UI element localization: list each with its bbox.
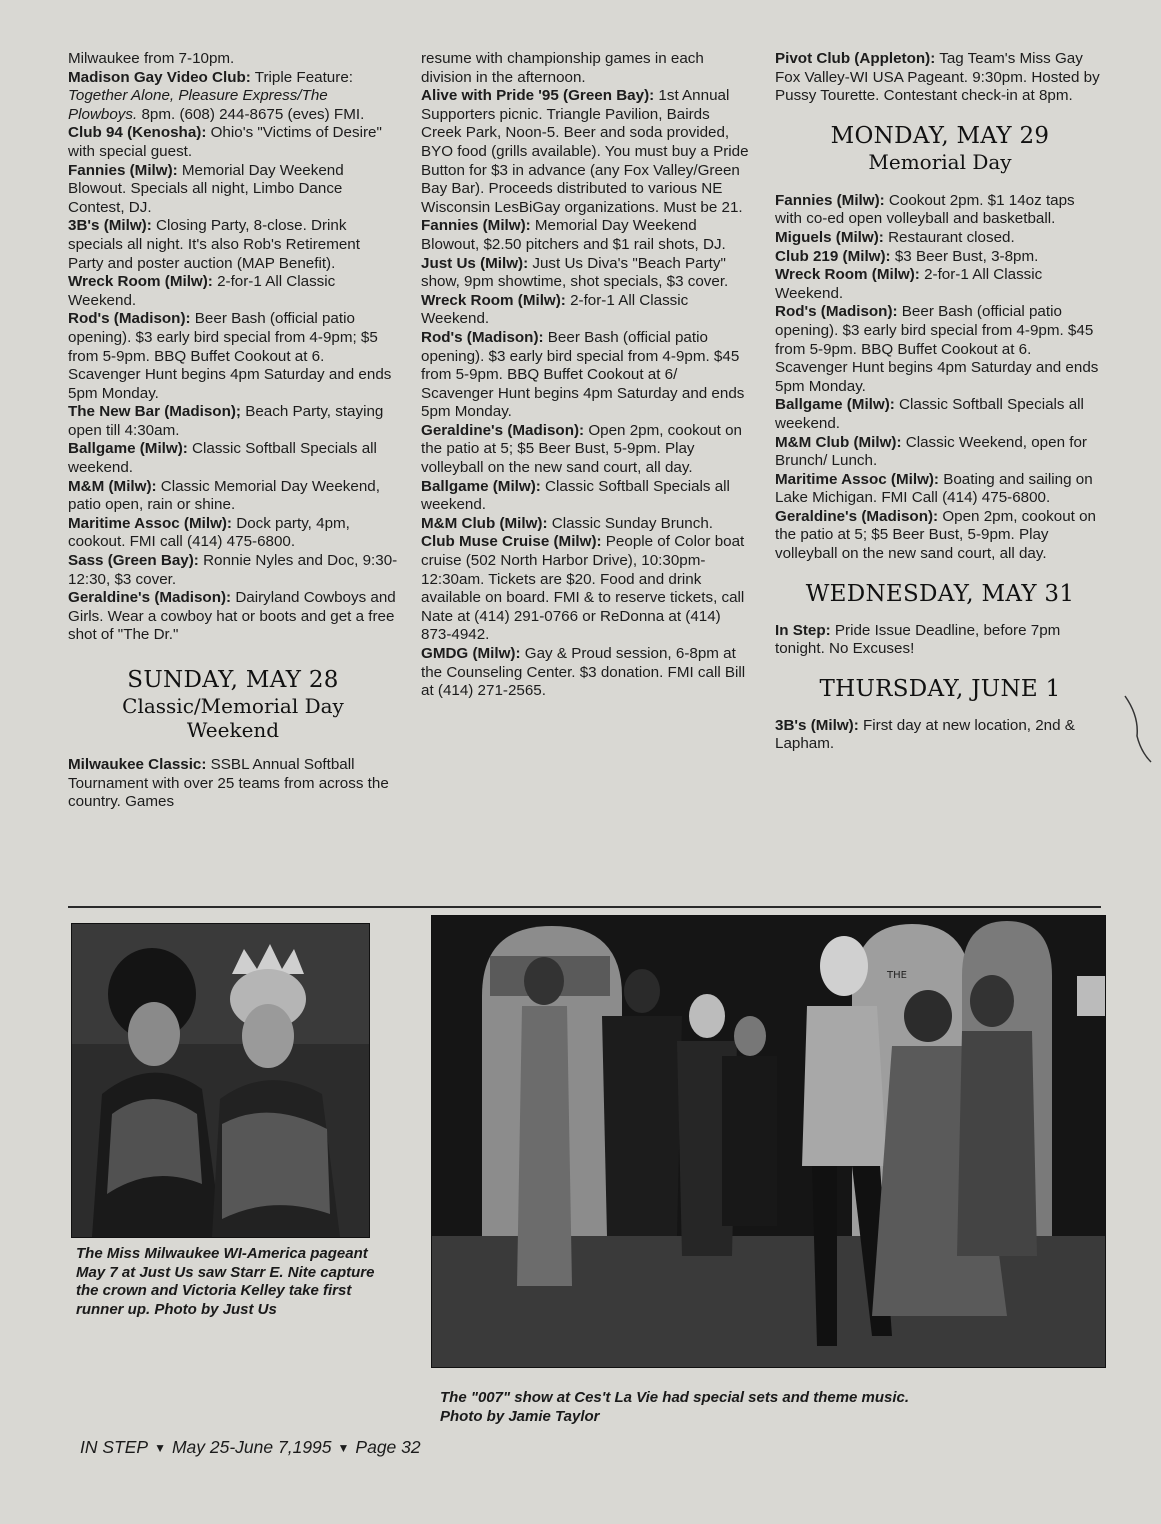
event-list-thursday [775, 717, 1105, 754]
footer-separator: ▼ [154, 1441, 166, 1455]
event-entry [775, 396, 1105, 433]
event-entry [68, 124, 398, 161]
event-entry [68, 69, 398, 125]
event-venue: 3B's (Milw): [68, 217, 152, 235]
event-details: 2-for-1 All Classic Weekend. [775, 266, 1043, 302]
footer-dates: May 25-June 7,1995 [171, 1437, 332, 1457]
event-venue: Maritime Assoc (Milw): [775, 470, 939, 488]
event-details: Cookout 2pm. $1 14oz taps with co-ed open volleyball and basketball. [775, 191, 1075, 228]
event-venue: Ballgame (Milw): [421, 477, 541, 495]
event-venue: M&M Club (Milw): [775, 433, 902, 451]
footer-publication: IN STEP [80, 1437, 149, 1457]
event-details: 2-for-1 All Classic Weekend. [68, 273, 336, 309]
event-details: Beer Bash (official patio opening). $3 early bird special from 4-9pm. $45 from 5-9pm. BBQ Buffet Cookout at 6. Scavenger Hunt begins 4pm Saturday and ends 5pm Monday. [775, 303, 1099, 395]
event-details: Beer Bash (official patio opening). $3 early bird special from 4-9pm. $45 from 5-9pm. BBQ Buffet Cookout at 6/ Scavenger Hunt begins 4pm Saturday and ends 5pm Monday. [421, 328, 745, 421]
event-entry [68, 756, 398, 812]
event-details: Classic Sunday Brunch. [547, 514, 713, 532]
event-entry [421, 87, 751, 217]
event-details: First day at new location, 2nd & Lapham. [775, 716, 1075, 753]
event-details: Classic Softball Specials all weekend. [68, 440, 377, 477]
show-photo-caption-line-1: The "007" show at Ces't La Vie had special sets and theme music. [440, 1389, 910, 1406]
event-venue: Fannies (Milw): [421, 217, 531, 235]
event-entry [775, 192, 1105, 229]
event-details: Classic Softball Specials all weekend. [775, 396, 1084, 432]
day-heading-subtitle-2: Weekend [186, 718, 280, 742]
day-heading-title: MONDAY, MAY 29 [830, 122, 1050, 149]
event-entry [68, 217, 398, 273]
event-details: People of Color boat cruise (502 North Harbor Drive), 10:30pm-12:30am. Tickets are $20. Food and drink available on board. FMI & to reserve tickets, call Nate at (414) 291-0766 or ReDonna at (414) 873-4942. [421, 533, 745, 644]
event-venue: Fannies (Milw): [68, 161, 178, 179]
event-entry [775, 50, 1105, 106]
event-entry [68, 403, 398, 440]
event-details: Memorial Day Weekend Blowout. Specials all night, Limbo Dance Contest, DJ. [68, 161, 344, 216]
event-entry [421, 329, 751, 422]
event-entry [775, 508, 1105, 564]
event-entry [775, 622, 1105, 659]
day-heading-subtitle: Memorial Day [868, 149, 1012, 174]
event-details: Dairyland Cowboys and Girls. Wear a cowboy hat or boots and get a free shot of "The Dr." [68, 589, 396, 644]
event-venue: Geraldine's (Madison): [68, 589, 232, 607]
day-heading-title: WEDNESDAY, MAY 31 [805, 580, 1075, 607]
column-2 [421, 50, 751, 701]
event-film-titles: Together Alone, Pleasure Express/The Plowboys. [68, 87, 328, 123]
day-heading-thursday [775, 675, 1105, 703]
event-venue: Rod's (Madison): [421, 328, 544, 346]
event-venue: Club 219 (Milw): [775, 247, 891, 265]
footer-separator: ▼ [337, 1441, 350, 1455]
event-list-sunday-end [775, 50, 1105, 106]
event-entry [68, 515, 398, 552]
event-venue: Geraldine's (Madison): [775, 507, 939, 525]
event-venue: Maritime Assoc (Milw): [68, 514, 232, 532]
footer-page-number: Page 32 [355, 1437, 421, 1457]
event-venue: Ballgame (Milw): [775, 396, 895, 414]
event-venue: The New Bar (Madison); [68, 403, 241, 421]
event-venue: M&M (Milw): [68, 477, 157, 495]
event-list-sunday-continued [421, 50, 751, 701]
event-venue: Ballgame (Milw): [68, 440, 188, 458]
show-photo-caption [440, 1389, 1090, 1426]
show-photo [431, 915, 1106, 1368]
day-heading-subtitle: Classic/Memorial Day [122, 694, 344, 718]
event-entry [68, 273, 398, 310]
event-entry [68, 478, 398, 515]
event-details-continued: 8pm. (608) 244-8675 (eves) FMI. [137, 105, 365, 123]
event-venue: Milwaukee Classic: [68, 756, 207, 773]
event-entry [421, 478, 751, 515]
pageant-photo-caption: The Miss Milwaukee WI-America pageant May 7 at Just Us saw Starr E. Nite capture the crown and Victoria Kelley take first runner up. Photo by Just Us [76, 1245, 375, 1318]
day-heading-monday [775, 122, 1105, 174]
pageant-photo [71, 923, 370, 1238]
event-details: Classic Memorial Day Weekend, patio open, rain or shine. [68, 477, 380, 514]
event-details: Just Us Diva's "Beach Party" show, 9pm showtime, shot specials, $3 cover. [421, 254, 729, 291]
event-details: SSBL Annual Softball Tournament with over 25 teams from across the country. Games [68, 756, 389, 811]
event-venue: Rod's (Madison): [775, 303, 898, 321]
show-photo-caption-line-2: Photo by Jamie Taylor [440, 1407, 600, 1425]
event-details: Open 2pm, cookout on the patio at 5; $5 Beer Bust, 5-9pm. Play volleyball on the new sand court, all day. [421, 421, 742, 477]
event-list-monday [775, 192, 1105, 564]
event-venue: Fannies (Milw): [775, 191, 885, 209]
event-venue: Just Us (Milw): [421, 254, 529, 272]
event-entry [68, 162, 398, 218]
event-details: Ronnie Nyles and Doc, 9:30-12:30, $3 cover. [68, 552, 398, 588]
event-entry [68, 310, 398, 403]
column-1 [68, 50, 398, 812]
event-entry [421, 217, 751, 254]
event-venue: M&M Club (Milw): [421, 514, 548, 532]
event-details: Milwaukee from 7-10pm. [68, 50, 235, 67]
event-entry [421, 515, 751, 534]
event-entry [68, 50, 398, 69]
event-details: Ohio's "Victims of Desire" with special guest. [68, 124, 382, 160]
day-heading-wednesday [775, 580, 1105, 608]
event-entry [421, 645, 751, 701]
event-entry [68, 589, 398, 645]
column-3 [775, 50, 1105, 754]
pen-mark [1117, 686, 1157, 766]
day-heading-title: THURSDAY, JUNE 1 [819, 675, 1061, 702]
event-venue: Wreck Room (Milw): [421, 291, 566, 309]
event-list-sunday [68, 756, 398, 812]
event-venue: Wreck Room (Milw): [775, 266, 920, 284]
event-venue: Wreck Room (Milw): [68, 273, 213, 291]
event-entry [775, 434, 1105, 471]
event-details: $3 Beer Bust, 3-8pm. [890, 247, 1039, 265]
section-divider [68, 906, 1101, 908]
event-entry [421, 533, 751, 645]
event-details: Open 2pm, cookout on the patio at 5; $5 Beer Bust, 5-9pm. Play volleyball on the new sand court, all day. [775, 507, 1096, 563]
event-details: Boating and sailing on Lake Michigan. FMI Call (414) 475-6800. [775, 470, 1093, 507]
event-venue: In Step: [775, 621, 831, 639]
event-details: Gay & Proud session, 6-8pm at the Counseling Center. $3 donation. FMI call Bill at (414) 271-2565. [421, 645, 746, 700]
show-photo-image [432, 916, 1105, 1367]
event-entry [775, 471, 1105, 508]
event-venue: GMDG (Milw): [421, 645, 521, 662]
event-entry [421, 50, 751, 87]
event-details: Pride Issue Deadline, before 7pm tonight. No Excuses! [775, 621, 1061, 658]
day-heading-title: SUNDAY, MAY 28 [127, 667, 339, 693]
event-details: 2-for-1 All Classic Weekend. [421, 291, 689, 328]
event-list-saturday-continued [68, 50, 398, 645]
event-details: 1st Annual Supporters picnic. Triangle Pavilion, Bairds Creek Park, Noon-5. Beer and soda provided, BYO food (grills available). You must buy a Pride Button for $3 in advance (any Fox Valley/Green Bay Bar). Proceeds distributed to various NE Wisconsin LesBiGay organizations. Must be 21. [421, 87, 749, 216]
event-entry [775, 303, 1105, 396]
event-details: Dock party, 4pm, cookout. FMI call (414) 475-6800. [68, 514, 350, 551]
day-heading-sunday [68, 666, 398, 742]
event-venue: 3B's (Milw): [775, 716, 859, 734]
event-entry [775, 248, 1105, 267]
event-venue: Rod's (Madison): [68, 310, 191, 328]
event-entry [775, 229, 1105, 248]
event-entry [775, 717, 1105, 754]
event-details: Beach Party, staying open till 4:30am. [68, 403, 384, 439]
event-entry [421, 422, 751, 478]
event-entry [68, 552, 398, 589]
event-details: Triple Feature: [250, 68, 353, 86]
page-footer [80, 1437, 421, 1458]
event-venue: Club 94 (Kenosha): [68, 124, 207, 142]
event-list-wednesday [775, 622, 1105, 659]
event-entry [775, 266, 1105, 303]
event-venue: Sass (Green Bay): [68, 552, 199, 570]
event-venue: Club Muse Cruise (Milw): [421, 533, 602, 551]
event-details: Classic Softball Specials all weekend. [421, 477, 730, 514]
event-details: resume with championship games in each division in the afternoon. [421, 50, 704, 86]
event-entry [68, 440, 398, 477]
event-venue: Geraldine's (Madison): [421, 421, 585, 439]
pageant-photo-image [72, 924, 369, 1237]
event-venue: Pivot Club (Appleton): [775, 50, 936, 67]
show-sign-text: THE [887, 970, 907, 981]
event-details: Memorial Day Weekend Blowout, $2.50 pitchers and $1 rail shots, DJ. [421, 217, 726, 253]
event-details: Closing Party, 8-close. Drink specials all night. It's also Rob's Retirement Party and poster auction (MAP Benefit). [68, 217, 360, 272]
event-venue: Madison Gay Video Club: [68, 68, 251, 86]
event-entry [421, 292, 751, 329]
event-details: Beer Bash (official patio opening). $3 early bird special from 4-9pm; $5 from 5-9pm. BBQ Buffet Cookout at 6. Scavenger Hunt begins 4pm Saturday and ends 5pm Monday. [68, 310, 392, 402]
event-details: Tag Team's Miss Gay Fox Valley-WI USA Pageant. 9:30pm. Hosted by Pussy Tourette. Contestant check-in at 8pm. [775, 50, 1100, 105]
event-venue: Alive with Pride '95 (Green Bay): [421, 87, 655, 105]
event-entry [421, 255, 751, 292]
event-details: Classic Weekend, open for Brunch/ Lunch. [775, 433, 1087, 470]
event-details: Restaurant closed. [883, 228, 1015, 246]
event-venue: Miguels (Milw): [775, 228, 884, 246]
